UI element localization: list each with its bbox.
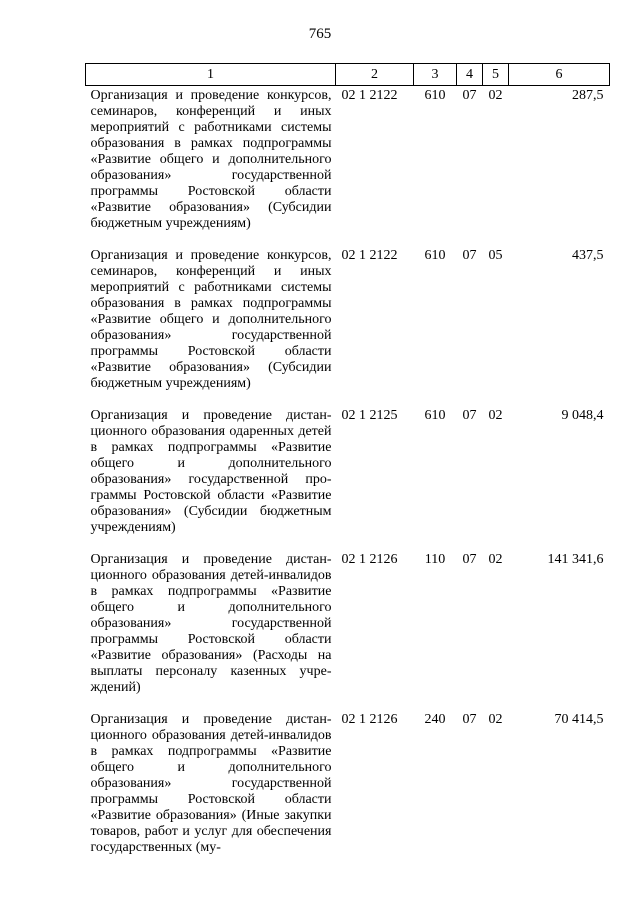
table-row xyxy=(86,406,610,550)
row-amount: 437,5 xyxy=(572,248,604,263)
row-section: 07 xyxy=(462,248,477,263)
row-description: Организация и проведение дистанционного образования детей-инвалидов в рамках подпрограммы «Развитие общего и дополнительного образования» государственной программы Ростовской области «Развитие образования» (Расходы на выплаты персоналу казенных учреждений) xyxy=(90,552,332,695)
header-cell: 4 xyxy=(457,64,483,86)
row-expense-type: 610 xyxy=(424,88,446,103)
table-row xyxy=(86,86,610,247)
row-section: 07 xyxy=(462,552,477,567)
row-description: Организация и проведение дистанционного образования одаренных детей в рамках подпрограммы «Развитие общего и дополнительного образования» государственной программы Ростовской области «Развитие образования» (Субсидии бюджетным учреждениям) xyxy=(90,408,332,535)
row-section: 07 xyxy=(462,408,477,423)
row-expense-type: 610 xyxy=(424,248,446,263)
row-subsection: 02 xyxy=(488,712,503,727)
row-code: 02 1 2125 xyxy=(341,408,398,423)
budget-table xyxy=(85,63,610,870)
header-cell: 1 xyxy=(86,64,336,86)
row-subsection: 02 xyxy=(488,408,503,423)
header-cell: 2 xyxy=(336,64,414,86)
row-amount: 141 341,6 xyxy=(547,552,604,567)
header-row xyxy=(86,64,610,86)
row-expense-type: 110 xyxy=(424,552,446,567)
row-section: 07 xyxy=(462,712,477,727)
row-code: 02 1 2126 xyxy=(341,552,398,567)
table-row xyxy=(86,246,610,406)
row-amount: 287,5 xyxy=(572,88,604,103)
row-expense-type: 240 xyxy=(424,712,446,727)
row-amount: 9 048,4 xyxy=(561,408,604,423)
row-amount: 70 414,5 xyxy=(554,712,604,727)
row-code: 02 1 2122 xyxy=(341,88,398,103)
header-cell: 3 xyxy=(414,64,457,86)
header-cell: 5 xyxy=(483,64,509,86)
row-subsection: 02 xyxy=(488,88,503,103)
header-cell: 6 xyxy=(509,64,610,86)
row-description: Организация и проведение конкурсов, семинаров, конференций и иных мероприятий с работниками системы образования в рамках подпрограммы «Развитие общего и дополнительного образования» государственной программы Ростовской области «Развитие образования» (Субсидии бюджетным учреждениям) xyxy=(90,88,332,231)
row-subsection: 05 xyxy=(488,248,503,263)
table-row xyxy=(86,710,610,870)
row-code: 02 1 2126 xyxy=(341,712,398,727)
table-row xyxy=(86,550,610,710)
row-subsection: 02 xyxy=(488,552,503,567)
page-number: 765 xyxy=(308,26,332,42)
row-expense-type: 610 xyxy=(424,408,446,423)
row-description: Организация и проведение конкурсов, семинаров, конференций и иных мероприятий с работниками системы образования в рамках подпрограммы «Развитие общего и дополнительного образования» государственной программы Ростовской области «Развитие образования» (Субсидии бюджетным учреждениям) xyxy=(90,248,332,391)
row-section: 07 xyxy=(462,88,477,103)
row-description: Организация и проведение дистанционного образования детей-инвалидов в рамках подпрограммы «Развитие общего и дополнительного образования» государственной программы Ростовской области «Развитие образования» (Иные закупки товаров, работ и услуг для обеспечения государственных (му- xyxy=(90,712,332,855)
row-code: 02 1 2122 xyxy=(341,248,398,263)
